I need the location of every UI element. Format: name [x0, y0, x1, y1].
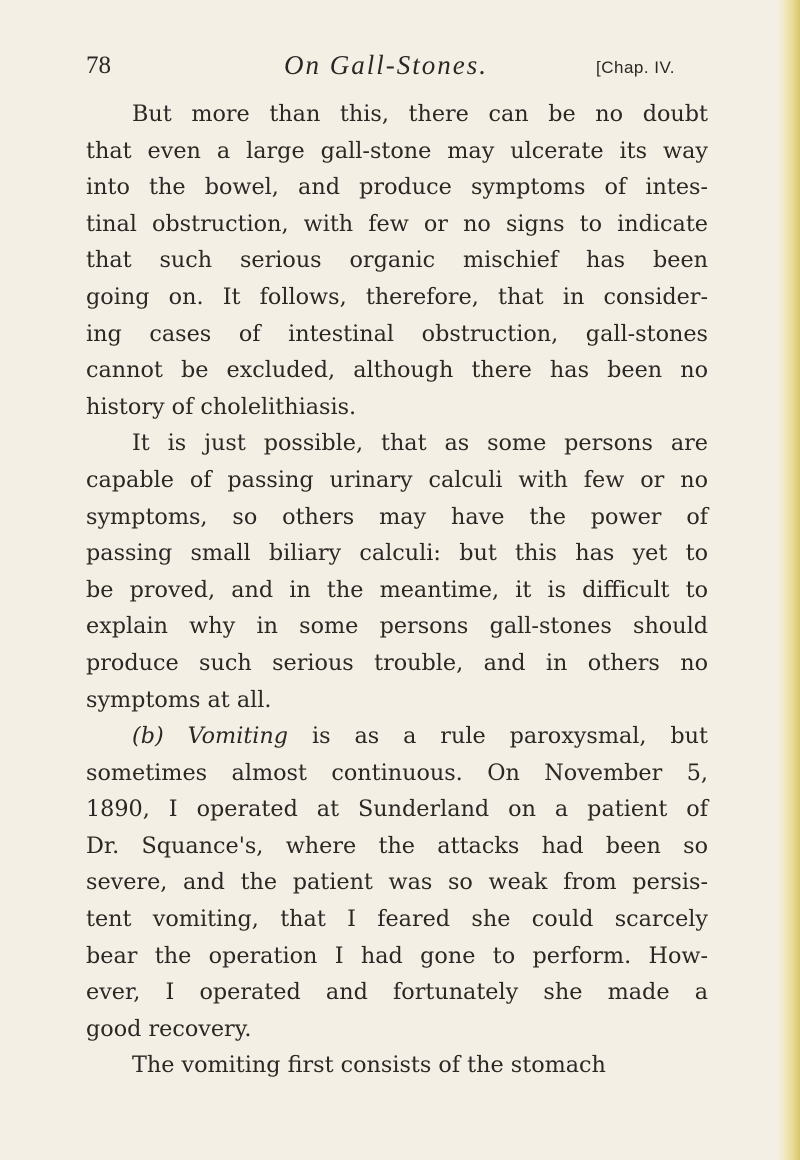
text-line: going on. It follows, therefore, that in consider-: [86, 283, 708, 310]
text-line: history of cholelithiasis.: [86, 393, 357, 420]
italic-heading: (b) Vomiting: [132, 723, 289, 750]
text-line: tinal obstruction, with few or no signs to indicate: [86, 210, 708, 237]
text-line: tent vomiting, that I feared she could scarcely: [86, 906, 708, 933]
text-line: The vomiting first consists of the stomach: [132, 1052, 606, 1079]
page-number: 78: [86, 52, 111, 79]
text-line: good recovery.: [86, 1015, 252, 1042]
paragraph-2: [86, 425, 708, 718]
running-header: [86, 52, 708, 96]
chapter-label: [Chap. IV.: [596, 58, 676, 77]
text-line: bear the operation I had gone to perform. How-: [86, 942, 708, 969]
text-line: [86, 718, 708, 755]
running-title: On Gall-Stones.: [284, 50, 488, 80]
text-line: symptoms, so others may have the power of: [86, 503, 708, 530]
paragraph-3: [86, 718, 708, 1047]
text-line: It is just possible, that as some persons are: [132, 430, 708, 457]
text-line: symptoms at all.: [86, 686, 272, 713]
text-line: 1890, I operated at Sunderland on a patient of: [86, 796, 708, 823]
text-line: ing cases of intestinal obstruction, gall-stones: [86, 320, 708, 347]
text-line: cannot be excluded, although there has been no: [86, 357, 708, 384]
text-line: severe, and the patient was so weak from persis-: [86, 869, 708, 896]
text-line: But more than this, there can be no doubt: [132, 101, 708, 127]
text-line: into the bowel, and produce symptoms of intes-: [86, 174, 708, 201]
text-line: capable of passing urinary calculi with few or no: [86, 466, 708, 493]
text-line: explain why in some persons gall-stones should: [86, 613, 708, 640]
book-page: [86, 52, 708, 1084]
text-line: ever, I operated and fortunately she made a: [86, 979, 708, 1006]
line-rest: is as a rule paroxysmal, but: [288, 723, 708, 750]
body-text: [86, 96, 708, 1084]
text-line: passing small biliary calculi: but this has yet to: [86, 540, 708, 567]
paragraph-4: [86, 1047, 708, 1084]
text-line: be proved, and in the meantime, it is difficult to: [86, 576, 708, 603]
text-line: that even a large gall-stone may ulcerate its way: [86, 137, 708, 164]
page-edge: [778, 0, 800, 1160]
text-line: produce such serious trouble, and in others no: [86, 649, 708, 676]
paragraph-1: [86, 96, 708, 425]
text-line: that such serious organic mischief has been: [86, 247, 708, 274]
text-line: Dr. Squance's, where the attacks had been so: [86, 832, 708, 859]
text-line: sometimes almost continuous. On November 5,: [86, 759, 708, 786]
